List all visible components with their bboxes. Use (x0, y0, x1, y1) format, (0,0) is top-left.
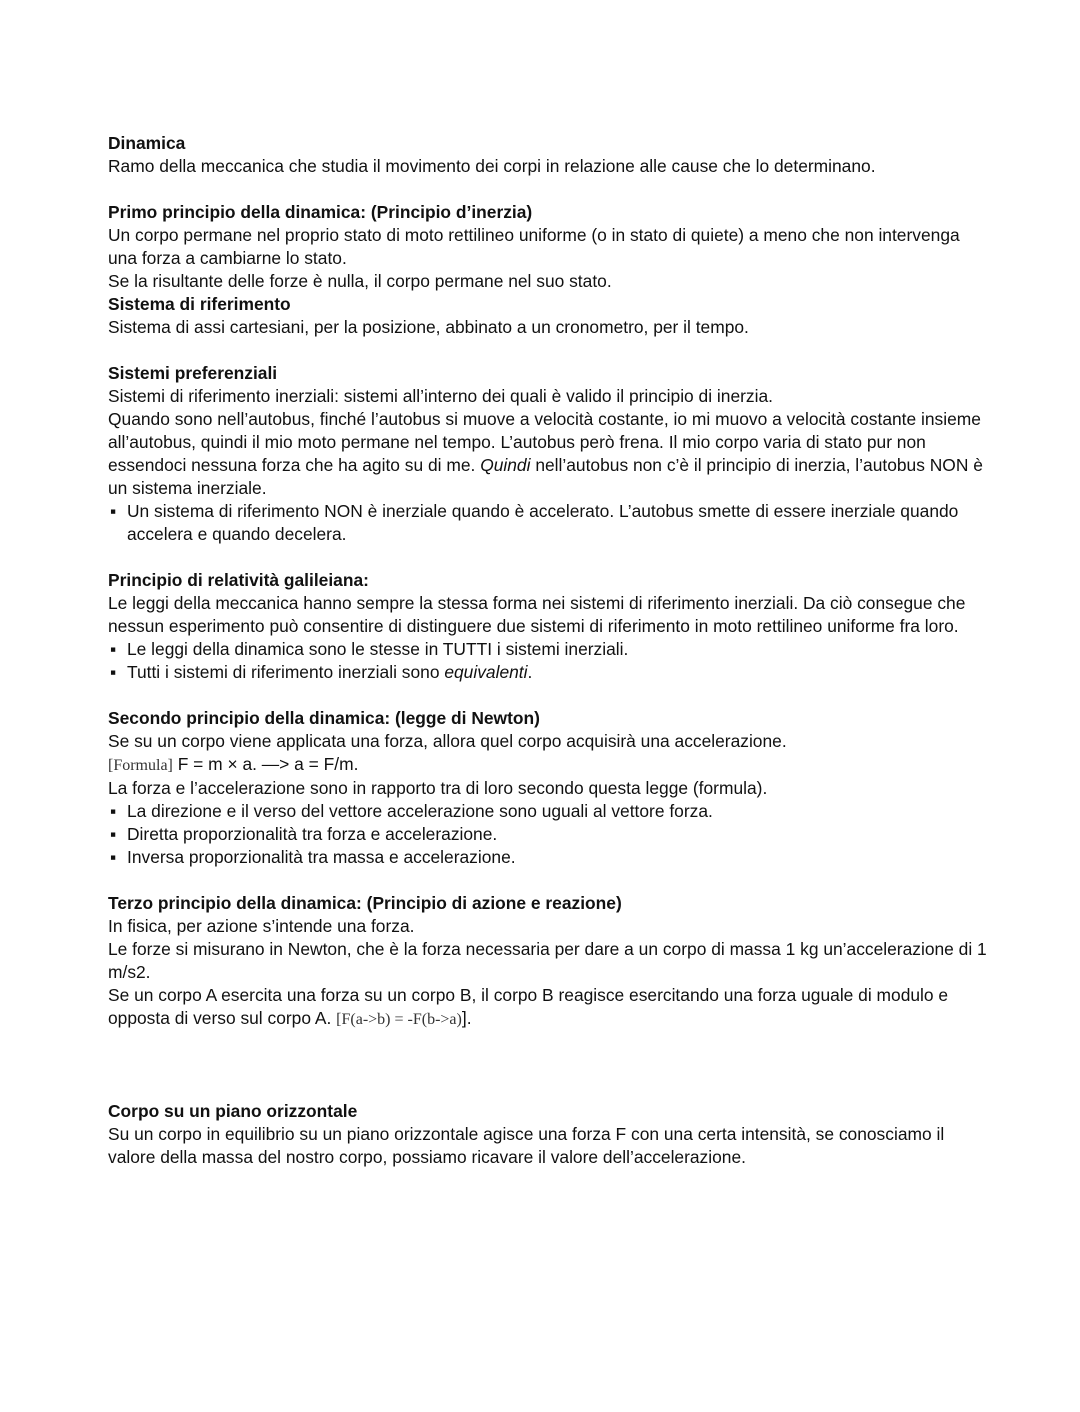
paragraph-terzo-2: Le forze si misurano in Newton, che è la forza necessaria per dare a un corpo di massa 1 kg un’accelerazione di 1 m/s2. (108, 939, 987, 982)
section-sistemi-preferenziali (108, 362, 988, 546)
section-piano-orizzontale (108, 1100, 988, 1169)
bullet-list-secondo (108, 800, 988, 869)
paragraph-primo-1: Un corpo permane nel proprio stato di moto rettilineo uniforme (o in stato di quiete) a meno che non intervenga una forza a cambiarne lo stato. (108, 225, 960, 268)
section-dinamica (108, 132, 988, 178)
list-item-text: La direzione e il verso del vettore accelerazione sono uguali al vettore forza. (127, 801, 713, 821)
paragraph-sistema-riferimento: Sistema di assi cartesiani, per la posizione, abbinato a un cronometro, per il tempo. (108, 317, 749, 337)
heading-sistemi-preferenziali: Sistemi preferenziali (108, 363, 278, 383)
list-item-text: Inversa proporzionalità tra massa e accelerazione. (127, 847, 516, 867)
text-run: . (527, 662, 533, 682)
formula-text: [F(a->b) = -F(b->a) (336, 1011, 462, 1028)
bullet-icon: ▪ (110, 501, 117, 521)
section-secondo-principio (108, 707, 988, 869)
bullet-list-relativita (108, 638, 988, 684)
formula-tag: [Formula] (108, 757, 173, 774)
paragraph-secondo-1: Se su un corpo viene applicata una forza, allora quel corpo acquisirà una accelerazione. (108, 731, 787, 751)
bullet-icon: ▪ (110, 847, 117, 867)
paragraph-preferenziali-1: Sistemi di riferimento inerziali: sistemi all’interno dei quali è valido il principio di inerzia. (108, 386, 773, 406)
bullet-icon: ▪ (110, 801, 117, 821)
heading-primo-principio: Primo principio della dinamica: (Principio d’inerzia) (108, 202, 533, 222)
bullet-icon: ▪ (110, 639, 117, 659)
list-item (108, 500, 988, 546)
italic-text: equivalenti (444, 662, 528, 682)
list-item-text: Un sistema di riferimento NON è inerziale quando è accelerato. L’autobus smette di essere inerziale quando accelera e quando decelera. (127, 501, 959, 544)
list-item (108, 638, 988, 661)
heading-secondo-principio: Secondo principio della dinamica: (legge di Newton) (108, 708, 540, 728)
document-page (108, 132, 988, 1169)
paragraph-secondo-3: La forza e l’accelerazione sono in rapporto tra di loro secondo questa legge (formula). (108, 778, 768, 798)
text-run: Quando sono nell’autobus, finché l’autobus si muove a velocità costante, io mi muovo a velocità costante insieme all’autobus, quindi il mio moto permane nel tempo. L’autobus però frena. Il mio corpo varia di stato pur non essendoci nessuna forza che ha agito su di me. (108, 409, 981, 475)
heading-relativita: Principio di relatività galileiana: (108, 570, 369, 590)
paragraph-dinamica: Ramo della meccanica che studia il movimento dei corpi in relazione alle cause che lo determinano. (108, 156, 876, 176)
text-run: nell’autobus non c’è il principio di inerzia, l’autobus NON è un sistema inerziale. (108, 455, 983, 498)
heading-sistema-riferimento: Sistema di riferimento (108, 294, 291, 314)
list-item (108, 846, 988, 869)
text-run: Se un corpo A esercita una forza su un corpo B, il corpo B reagisce esercitando una forza uguale di modulo e opposta di verso sul corpo A. (108, 985, 949, 1028)
section-primo-principio (108, 201, 988, 339)
formula-line (108, 753, 988, 777)
list-item (108, 800, 988, 823)
paragraph-relativita: Le leggi della meccanica hanno sempre la stessa forma nei sistemi di riferimento inerziali. Da ciò consegue che nessun esperimento può consentire di distinguere due sistemi di riferimento in moto rettilineo uniforme fra loro. (108, 593, 966, 636)
bullet-icon: ▪ (110, 662, 117, 682)
paragraph-piano-orizzontale: Su un corpo in equilibrio su un piano orizzontale agisce una forza F con una certa intensità, se conosciamo il valore della massa del nostro corpo, possiamo ricavare il valore dell’accelerazione. (108, 1124, 945, 1167)
paragraph-terzo-1: In fisica, per azione s’intende una forza. (108, 916, 415, 936)
list-item (108, 823, 988, 846)
paragraph-primo-2: Se la risultante delle forze è nulla, il corpo permane nel suo stato. (108, 271, 612, 291)
list-item (108, 661, 988, 684)
list-item-text: Le leggi della dinamica sono le stesse in TUTTI i sistemi inerziali. (127, 639, 629, 659)
formula-text: F = m × a. —> a = F/m. (172, 754, 359, 774)
section-relativita-galileiana (108, 569, 988, 684)
paragraph-preferenziali-2 (108, 408, 988, 500)
bullet-list-preferenziali (108, 500, 988, 546)
bullet-icon: ▪ (110, 824, 117, 844)
list-item-text: Tutti i sistemi di riferimento inerziali sono (127, 662, 445, 682)
heading-piano-orizzontale: Corpo su un piano orizzontale (108, 1101, 358, 1121)
heading-dinamica: Dinamica (108, 133, 186, 153)
list-item-text: Diretta proporzionalità tra forza e accelerazione. (127, 824, 498, 844)
text-run: ]. (461, 1008, 472, 1028)
section-terzo-principio (108, 892, 988, 1031)
heading-terzo-principio: Terzo principio della dinamica: (Principio di azione e reazione) (108, 893, 622, 913)
italic-text: Quindi (480, 455, 531, 475)
paragraph-terzo-3 (108, 984, 988, 1031)
